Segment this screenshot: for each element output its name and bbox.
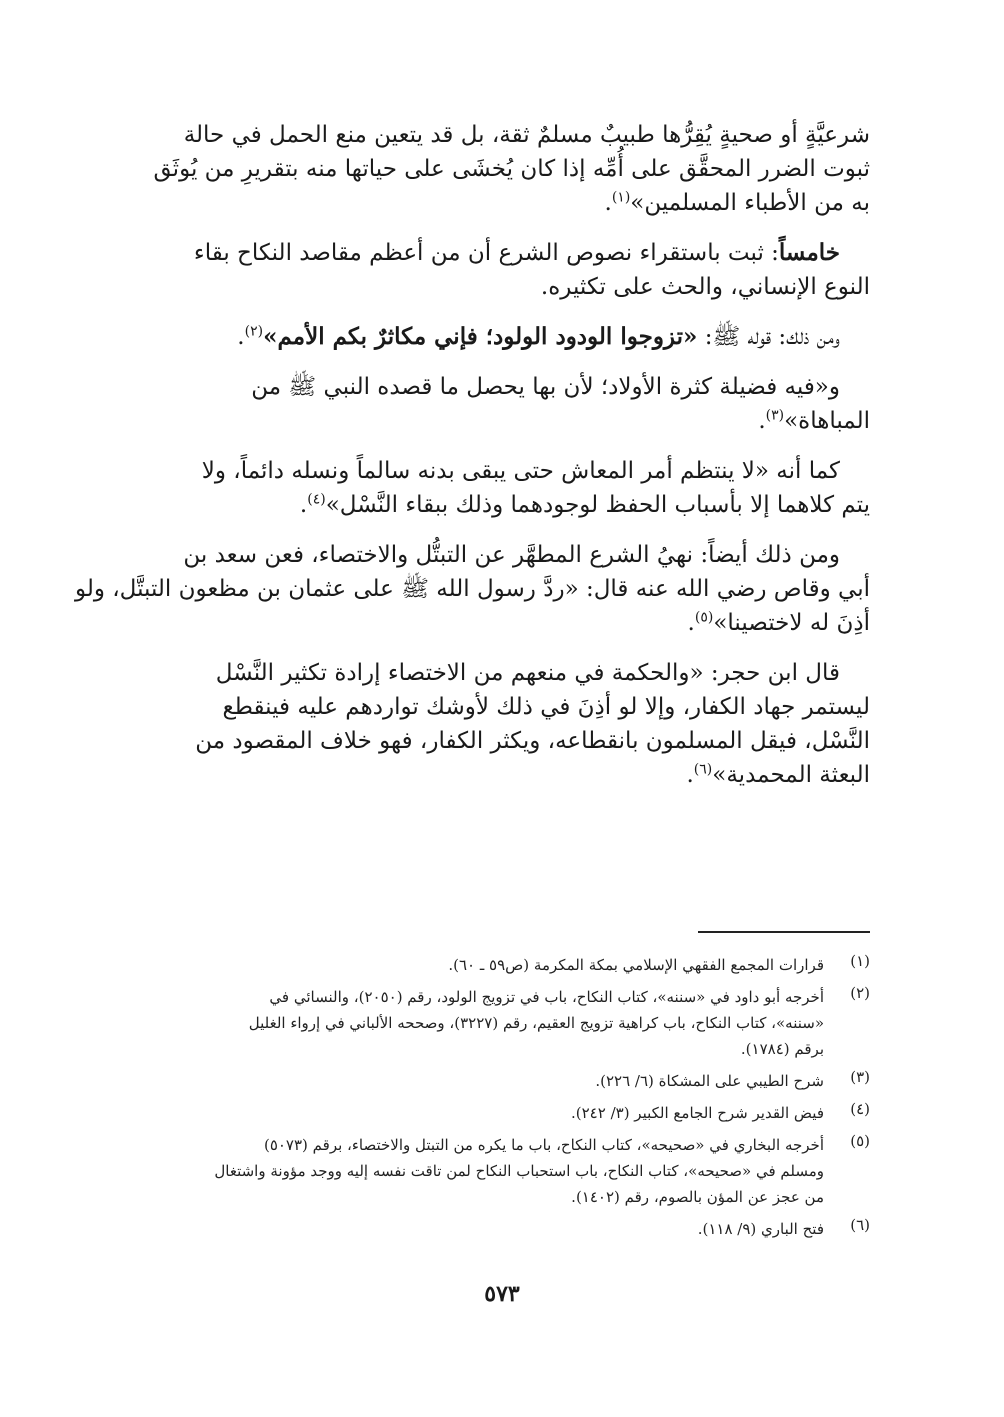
footnote-text: قرارات المجمع الفقهي الإسلامي بمكة المكرمة (ص٥٩ ـ ٦٠).	[448, 956, 824, 974]
footnote-text: أخرجه البخاري في «صحيحه»، كتاب النكاح، باب ما يكره من التبتل والاختصاء، برقم (٥٠٧٣)	[263, 1136, 824, 1154]
footnote-number: (٤)	[850, 1100, 870, 1118]
footnote-text: «سننه»، كتاب النكاح، باب كراهية تزويج العقيم، رقم (٣٢٢٧)، وصححه الألباني في إرواء الغليل	[248, 1014, 824, 1032]
hadith-quote: «تزوجوا الودود الولود؛ فإني مكاثرٌ بكم الأمم»	[263, 323, 698, 350]
page-number: ٥٧٣	[484, 1281, 520, 1307]
footnote-ref[interactable]: (٢)	[244, 323, 264, 340]
footnote-ref[interactable]: (٥)	[694, 609, 714, 626]
text-line: به من الأطباء المسلمين»$^{(١)}$.	[604, 189, 870, 216]
footnote	[134, 1100, 870, 1126]
paragraph-7	[134, 656, 870, 792]
footnote	[134, 1068, 870, 1094]
text-line: أبي وقاص رضي الله عنه قال: «ردَّ رسول الله ﷺ على عثمان بن مظعون التبتَّل، ولو	[74, 576, 870, 602]
text-line: البعثة المحمدية»$^{(٦)}$.	[686, 761, 870, 788]
paragraph-5	[134, 454, 870, 522]
footnote	[134, 952, 870, 978]
text-line: النوع الإنساني، والحث على تكثيره.	[540, 274, 870, 300]
text-line: أذِنَ له لاختصينا»$^{(٥)}$.	[687, 609, 870, 636]
text-line: ومن ذلك: قوله ﷺ: «تزوجوا الودود الولود؛ فإني مكاثرٌ بكم الأمم»$^{(٢)}$.	[237, 323, 840, 350]
footnote-number: (٦)	[850, 1216, 870, 1234]
text-line: ليستمر جهاد الكفار، وإلا لو أذِنَ في ذلك لأوشك تواردهم عليه فينقطع	[222, 694, 870, 720]
footnote-text: فتح الباري (٩/ ١١٨).	[697, 1220, 824, 1238]
paragraph-6	[74, 538, 870, 640]
text-line: ثبوت الضرر المحقَّق على أُمِّه إذا كان يُخشَى على حياتها منه بتقريرِ من يُوثَق	[153, 156, 870, 182]
footnotes	[134, 952, 870, 1248]
text-line: خامساً: ثبت باستقراء نصوص الشرع أن من أعظم مقاصد النكاح بقاء	[193, 239, 840, 266]
footnote-text: فيض القدير شرح الجامع الكبير (٣/ ٢٤٢).	[571, 1104, 824, 1122]
text-line: قال ابن حجر: «والحكمة في منعهم من الاختصاء إرادة تكثير النَّسْل	[215, 660, 840, 686]
footnote-number: (٢)	[850, 984, 870, 1002]
footnote-text: من عجز عن المؤن بالصوم، رقم (١٤٠٢).	[571, 1188, 824, 1206]
footnote	[134, 1132, 870, 1210]
text-line: و«فيه فضيلة كثرة الأولاد؛ لأن بها يحصل ما قصده النبي ﷺ من	[251, 374, 840, 400]
paragraph-1	[134, 118, 870, 220]
paragraph-4	[134, 370, 870, 438]
text-line: ومن ذلك أيضاً: نهيُ الشرع المطهَّر عن التبتُّل والاختصاء، فعن سعد بن	[183, 542, 840, 568]
footnote-ref[interactable]: (٦)	[693, 761, 713, 778]
footnote-ref[interactable]: (١)	[611, 189, 631, 206]
main-text	[74, 118, 870, 792]
footnote-ref[interactable]: (٣)	[765, 407, 785, 424]
footnote	[134, 984, 870, 1062]
paragraph-2	[134, 236, 870, 304]
footnote-ref[interactable]: (٤)	[307, 491, 326, 508]
footnote-number: (٥)	[850, 1132, 870, 1150]
footnote-text: أخرجه أبو داود في «سننه»، كتاب النكاح، باب في تزويج الولود، رقم (٢٠٥٠)، والنسائي في	[269, 988, 824, 1006]
footnote-number: (١)	[850, 952, 870, 970]
footnote-text: شرح الطيبي على المشكاة (٦/ ٢٢٦).	[595, 1072, 824, 1090]
text-line: المباهاة»$^{(٣)}$.	[758, 407, 870, 434]
footnote-text: ومسلم في «صحيحه»، كتاب النكاح، باب استحباب النكاح لمن تاقت نفسه إليه ووجد مؤونة واشتغال	[214, 1162, 824, 1180]
section-label: خامساً	[778, 239, 840, 266]
footnote-number: (٣)	[850, 1068, 870, 1086]
paragraph-3	[134, 320, 870, 354]
text-line: كما أنه «لا ينتظم أمر المعاش حتى يبقى بدنه سالماً ونسله دائماً، ولا	[201, 458, 840, 484]
footnote-text: برقم (١٧٨٤).	[740, 1040, 824, 1058]
footnote-separator	[698, 931, 870, 933]
text-line: يتم كلاهما إلا بأسباب الحفظ لوجودهما وذلك ببقاء النَّسْل»$^{(٤)}$.	[299, 491, 870, 518]
text-line: النَّسْل، فيقل المسلمون بانقطاعه، ويكثر الكفار، فهو خلاف المقصود من	[195, 728, 870, 754]
footnote	[134, 1216, 870, 1242]
text-line: شرعيَّةٍ أو صحيةٍ يُقِرُّها طبيبٌ مسلمٌ ثقة، بل قد يتعين منع الحمل في حالة	[183, 122, 870, 148]
